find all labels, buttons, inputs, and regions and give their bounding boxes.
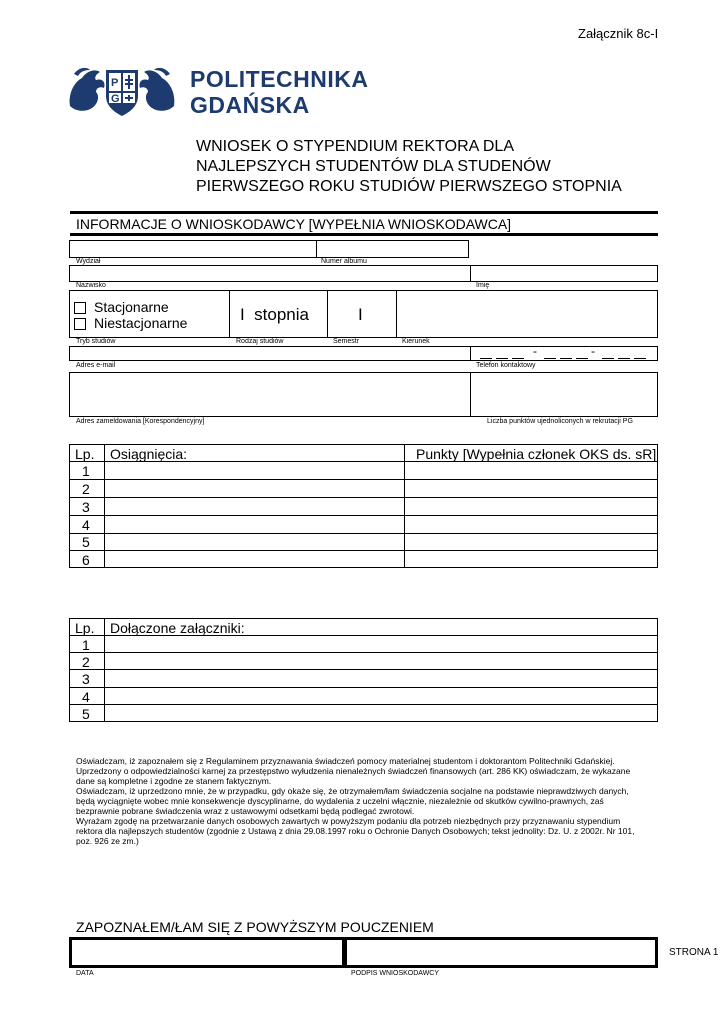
attachment-row-number: 4 [82,689,90,705]
acknowledgement-heading: ZAPOZNAŁEM/ŁAM SIĘ Z POWYŻSZYM POUCZENIEM [76,919,434,935]
surname-field[interactable] [69,265,471,282]
title-line-3: PIERWSZEGO ROKU STUDIÓW PIERWSZEGO STOPNIA [196,178,622,195]
address-label: Adres zameldowania [Korespondencyjny] [76,418,205,425]
first-name-label: Imię [476,282,490,289]
study-mode-extramural-label: Niestacjonarne [94,315,188,331]
section-header: INFORMACJE O WNIOSKODAWCY [WYPEŁNIA WNIOSKODAWCA] [76,216,512,232]
attachments-title-header: Dołączone załączniki: [110,620,245,636]
attachment-row-number: 5 [82,706,90,722]
logo-line-2: GDAŃSKA [190,92,310,118]
declaration-paragraph: Oświadczam, iż uprzedzono mnie, że w przypadku, gdy okaże się, że otrzymałem/łam świadczenia socjalne na podstawie nieprawdziwych danych, będą wyciągnięte wobec mnie konsekwencje dyscyplinarne, do wydalenia z uczelni włącznie, niezależnie od skutków cywilno-prawnych, zaś bezprawnie pobrane świadczenia wraz z ustawowymi odsetkami będą podlegać zwrotowi. [76,786,629,816]
field-of-study-field[interactable] [397,291,657,337]
document-title [196,137,622,197]
section-top-bar [70,211,658,214]
semester-value: I [358,305,363,324]
declaration-text [76,756,646,846]
checkbox-icon[interactable] [74,318,86,330]
email-label: Adres e-mail [76,362,116,369]
address-field[interactable] [69,372,471,417]
recruitment-points-label: Liczba punktów ujednoliconych w rekrutacji PG [487,418,633,425]
first-name-field[interactable] [470,265,658,282]
achievements-lp-header: Lp. [75,446,95,462]
study-type-label: Rodzaj studiów [236,338,284,345]
achievement-row-number: 3 [82,499,90,515]
attachment-row-number: 2 [82,654,90,670]
declaration-paragraph: Wyrażam zgodę na przetwarzanie danych osobowych zawartych w powyższym podaniu dla potrzeb niezbędnych przy przyznawaniu stypendium rektora dla najlepszych studentów (zgodnie z Ustawą z dnia 29.08.1997 roku o Ochronie Danych Osobowych; tekst jednolity: Dz. U. z 2002r. Nr 101, poz. 926 ze zm.) [76,816,635,846]
email-field[interactable] [69,346,471,361]
faculty-label: Wydział [76,258,101,265]
signature-field[interactable] [344,937,658,968]
signature-label: PODPIS WNIOSKODAWCY [351,970,440,977]
declaration-paragraph: Uprzedzony o odpowiedzialności karnej za przestępstwo wyłudzenia nienależnych świadczeń finansowych (art. 286 KK) oświadczam, że wykazane dane są kompletne i zgodne ze stanem faktycznym. [76,766,631,786]
title-line-1: WNIOSEK O STYPENDIUM REKTORA DLA [196,138,514,155]
logo-line-1: POLITECHNIKA [190,66,369,92]
achievement-row-number: 2 [82,481,90,497]
study-type-value: I stopnia [240,305,309,324]
attachments-lp-header: Lp. [75,620,95,636]
attachment-row-number: 1 [82,637,90,653]
page-number: STRONA 1 [669,947,719,958]
phone-dash-1: - [533,344,537,358]
checkbox-icon[interactable] [74,302,86,314]
title-line-2: NAJLEPSZYCH STUDENTÓW DLA STUDENÓW [196,158,551,175]
attachment-label: Załącznik 8c-I [578,26,659,41]
achievements-points-header: Punkty [Wypełnia członek OKS ds. sR] [416,446,657,462]
achievement-row-number: 6 [82,552,90,568]
phone-digit-slots [480,344,650,360]
album-number-label: Numer albumu [321,258,367,265]
university-logo [66,64,369,120]
phone-label: Telefon kontaktowy [476,362,536,369]
faculty-field[interactable] [69,240,317,258]
attachment-row-number: 3 [82,671,90,687]
griffin-emblem-icon [66,64,178,118]
shield-letter-p: P [111,77,119,89]
declaration-paragraph: Oświadczam, iż zapoznałem się z Regulaminem przyznawania świadczeń pomocy materialnej studentom i doktorantom Politechniki Gdańskiej. [76,756,615,766]
date-field[interactable] [69,937,345,968]
recruitment-points-field[interactable] [470,372,658,417]
study-mode-label: Tryb studiów [76,338,116,345]
date-label: DATA [76,970,94,977]
album-number-field[interactable] [316,240,469,258]
study-mode-stationary-label: Stacjonarne [94,299,169,315]
field-of-study-label: Kierunek [402,338,430,345]
shield-letter-g: G [111,93,120,105]
phone-dash-2: - [591,344,595,358]
achievement-row-number: 5 [82,534,90,550]
achievement-row-number: 4 [82,517,90,533]
study-mode-stationary[interactable] [74,299,169,315]
semester-label: Semestr [333,338,360,345]
achievements-title-header: Osiągnięcia: [110,446,188,462]
achievement-row-number: 1 [82,463,90,479]
surname-label: Nazwisko [76,282,106,289]
section-bottom-bar [70,233,658,236]
study-mode-extramural[interactable] [74,315,187,331]
